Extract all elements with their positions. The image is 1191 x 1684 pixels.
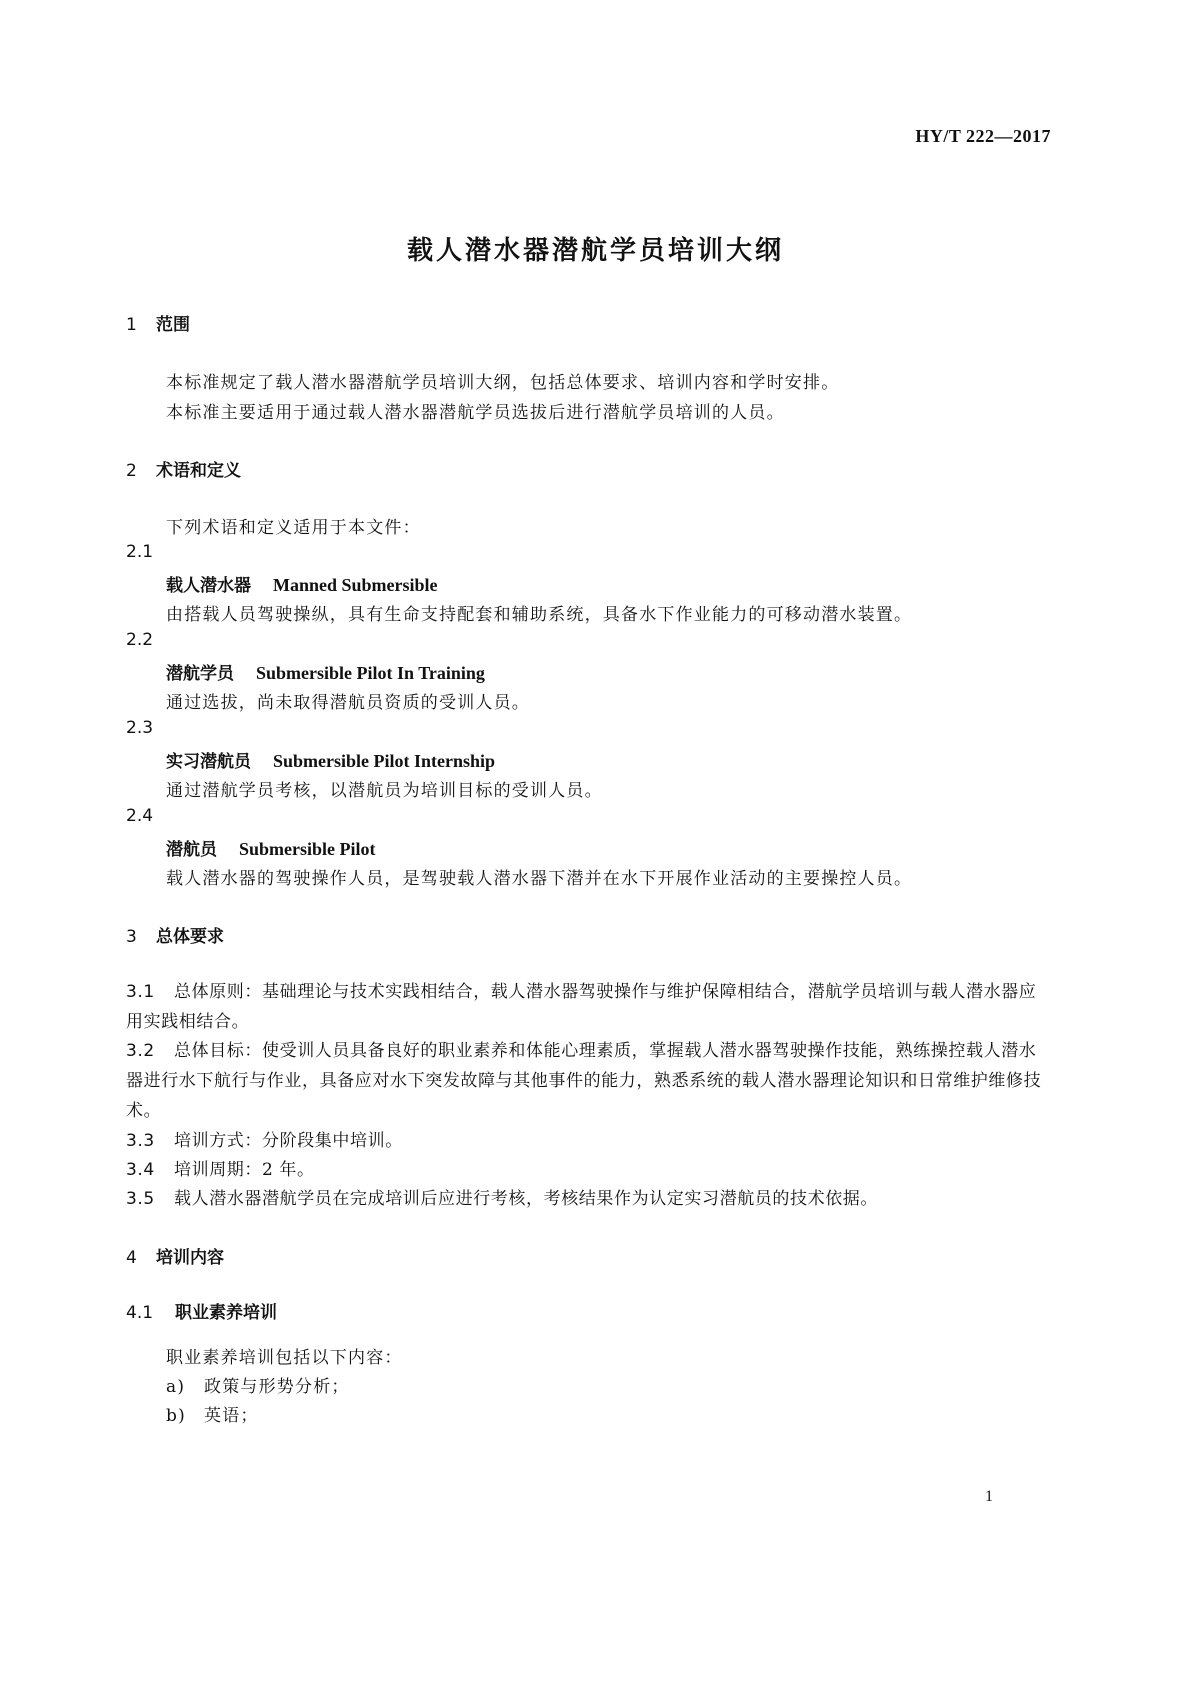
term-en: Submersible Pilot Internship xyxy=(273,751,496,771)
clause-text: 载人潜水器潜航学员在完成培训后应进行考核，考核结果作为认定实习潜航员的技术依据。 xyxy=(174,1189,878,1209)
paragraph: 本标准规定了载人潜水器潜航学员培训大纲，包括总体要求、培训内容和学时安排。 xyxy=(166,373,840,393)
list-text: 政策与形势分析； xyxy=(204,1377,350,1397)
term-entry xyxy=(166,571,438,596)
term-en: Submersible Pilot In Training xyxy=(256,663,485,683)
section-title: 术语和定义 xyxy=(156,461,241,481)
clause-text: 总体原则：基础理论与技术实践相结合，载人潜水器驾驶操作与维护保障相结合，潜航学员培训与载人潜水器应用实践相结合。 xyxy=(126,982,1037,1032)
term-en: Manned Submersible xyxy=(273,575,438,595)
section-title: 培训内容 xyxy=(156,1248,224,1268)
section-4-heading xyxy=(126,1243,224,1268)
term-definition: 载人潜水器的驾驶操作人员，是驾驶载人潜水器下潜并在水下开展作业活动的主要操控人员。 xyxy=(166,869,913,889)
clause-number: 3.3 xyxy=(126,1131,155,1151)
paragraph: 职业素养培训包括以下内容： xyxy=(166,1348,403,1368)
term-number: 2.4 xyxy=(126,806,154,826)
clause-number: 3.1 xyxy=(126,982,155,1002)
section-title: 范围 xyxy=(156,315,190,335)
term-cn: 潜航员 xyxy=(166,840,217,860)
section-number: 1 xyxy=(126,315,137,335)
list-text: 英语； xyxy=(204,1406,259,1426)
section-number: 3 xyxy=(126,927,137,947)
term-definition: 通过潜航学员考核，以潜航员为培训目标的受训人员。 xyxy=(166,781,603,801)
paragraph: 本标准主要适用于通过载人潜水器潜航学员选拔后进行潜航学员培训的人员。 xyxy=(166,403,785,423)
section-1-heading xyxy=(126,310,190,335)
clause-number: 3.2 xyxy=(126,1041,155,1061)
section-number: 2 xyxy=(126,461,137,481)
clause-3-1 xyxy=(126,977,1046,1037)
clause-3-5 xyxy=(126,1184,1046,1214)
page-number: 1 xyxy=(985,1488,993,1505)
subsection-title: 职业素养培训 xyxy=(175,1303,277,1323)
clause-text: 培训周期：2 年。 xyxy=(174,1160,315,1180)
term-cn: 潜航学员 xyxy=(166,664,234,684)
term-number: 2.1 xyxy=(126,542,154,562)
paragraph: 下列术语和定义适用于本文件： xyxy=(166,518,421,538)
term-entry xyxy=(166,659,485,684)
section-2-heading xyxy=(126,456,241,481)
document-title: 载人潜水器潜航学员培训大纲 xyxy=(406,236,784,266)
standard-code: HY/T 222—2017 xyxy=(915,126,1051,146)
term-cn: 实习潜航员 xyxy=(166,752,251,772)
subsection-4-1-heading xyxy=(126,1298,277,1323)
section-number: 4 xyxy=(126,1248,137,1268)
list-marker: b) xyxy=(166,1406,186,1426)
clause-number: 3.4 xyxy=(126,1160,155,1180)
list-item xyxy=(166,1401,259,1426)
term-definition: 由搭载人员驾驶操纵，具有生命支持配套和辅助系统，具备水下作业能力的可移动潜水装置。 xyxy=(166,605,913,625)
clause-3-4 xyxy=(126,1155,1046,1185)
term-entry xyxy=(166,835,376,860)
term-entry xyxy=(166,747,495,772)
clause-text: 总体目标：使受训人员具备良好的职业素养和体能心理素质，掌握载人潜水器驾驶操作技能，熟练操控载人潜水器进行水下航行与作业，具备应对水下突发故障与其他事件的能力，熟悉系统的载人潜水器理论知识和日常维护维修技术。 xyxy=(126,1041,1042,1121)
term-number: 2.2 xyxy=(126,630,154,650)
section-3-heading xyxy=(126,922,224,947)
term-number: 2.3 xyxy=(126,718,154,738)
list-item xyxy=(166,1372,350,1397)
term-en: Submersible Pilot xyxy=(239,839,376,859)
clause-text: 培训方式：分阶段集中培训。 xyxy=(174,1131,403,1151)
clause-number: 3.5 xyxy=(126,1189,155,1209)
clause-3-3 xyxy=(126,1126,1046,1156)
term-cn: 载人潜水器 xyxy=(166,576,251,596)
clause-3-2 xyxy=(126,1036,1046,1126)
list-marker: a) xyxy=(166,1377,186,1397)
section-title: 总体要求 xyxy=(156,927,224,947)
subsection-number: 4.1 xyxy=(126,1303,154,1323)
term-definition: 通过选拔，尚未取得潜航员资质的受训人员。 xyxy=(166,693,530,713)
